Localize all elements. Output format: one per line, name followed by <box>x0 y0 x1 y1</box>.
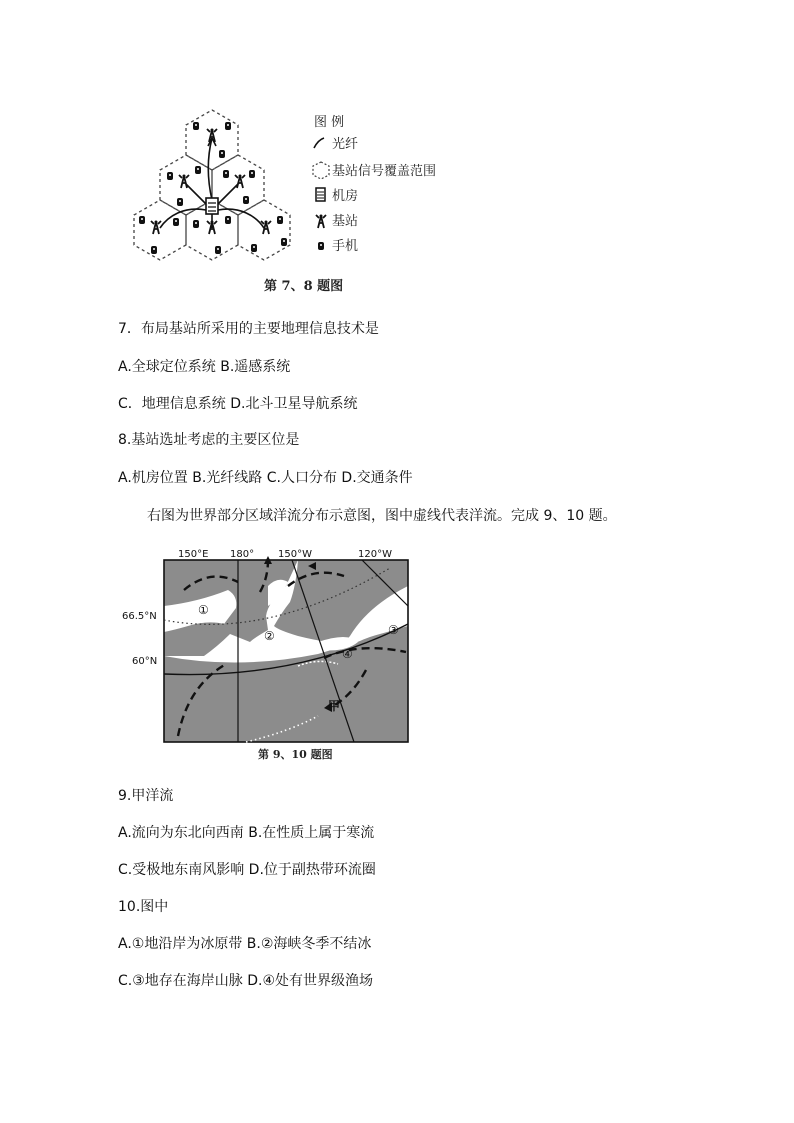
marker-2: ② <box>264 629 275 643</box>
phone-icon <box>318 242 324 250</box>
legend-label-server-room: 机房 <box>332 189 359 204</box>
legend-label-coverage: 基站信号覆盖范围 <box>332 164 437 179</box>
legend-title: 图 例 <box>314 115 345 130</box>
coverage-hexagon-icon <box>313 162 329 179</box>
question-9-stem: 9.甲洋流 <box>118 788 174 804</box>
intro-text: 右图为世界部分区域洋流分布示意图，图中虚线代表洋流。完成 9、10 题。 <box>147 508 617 524</box>
legend-label-base-station: 基站 <box>332 214 359 229</box>
phone-icons <box>139 122 287 254</box>
legend <box>313 115 436 254</box>
question-8-stem: 8.基站选址考虑的主要区位是 <box>118 432 300 448</box>
lon-label-150w: 150°W <box>278 549 312 560</box>
server-room-icon <box>316 188 325 201</box>
lon-label-150e: 150°E <box>178 549 209 560</box>
marker-3: ③ <box>388 623 399 637</box>
marker-1: ① <box>198 603 209 617</box>
question-7-stem: 7．布局基站所采用的主要地理信息技术是 <box>118 321 379 337</box>
question-10-stem: 10.图中 <box>118 899 169 915</box>
lon-label-180: 180° <box>230 549 255 560</box>
legend-label-phone: 手机 <box>332 239 359 254</box>
question-9-options-ab: A.流向为东北向西南 B.在性质上属于寒流 <box>118 825 375 841</box>
ocean-current-map <box>118 546 418 766</box>
lat-label-66-5n: 66.5°N <box>122 611 157 622</box>
figure2-caption: 第 9、10 题图 <box>258 748 333 761</box>
question-10-options-cd: C.③地存在海岸山脉 D.④处有世界级渔场 <box>118 973 374 989</box>
figure1-caption: 第 7、8 题图 <box>264 279 344 294</box>
question-7-options-cd: C．地理信息系统 D.北斗卫星导航系统 <box>118 396 358 412</box>
legend-label-fiber: 光纤 <box>332 137 359 152</box>
current-label-jia: 甲 <box>328 699 341 713</box>
question-8-options: A.机房位置 B.光纤线路 C.人口分布 D.交通条件 <box>118 470 413 486</box>
lon-label-120w: 120°W <box>358 549 392 560</box>
server-room-icon <box>206 198 218 214</box>
lat-label-60n: 60°N <box>132 656 158 667</box>
base-station-figure <box>118 104 478 300</box>
question-7-options-ab: A.全球定位系统 B.遥感系统 <box>118 359 291 375</box>
marker-4: ④ <box>342 647 353 661</box>
question-10-options-ab: A.①地沿岸为冰原带 B.②海峡冬季不结冰 <box>118 936 372 952</box>
fiber-icon <box>314 138 324 148</box>
base-station-icon <box>316 215 326 229</box>
question-9-options-cd: C.受极地东南风影响 D.位于副热带环流圈 <box>118 862 376 878</box>
